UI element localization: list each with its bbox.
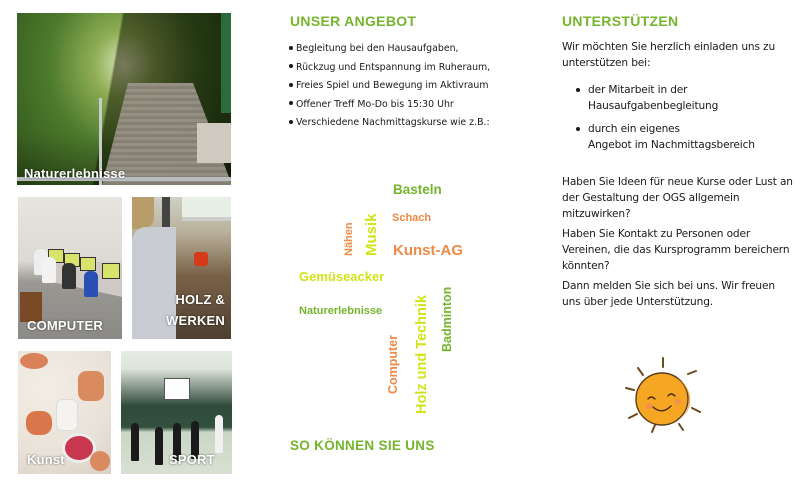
list-item xyxy=(287,59,490,78)
photo-naturerlebnisse xyxy=(17,13,231,185)
list-item-text: Angebot im Nachmittagsbereich xyxy=(588,139,755,151)
word-musik: Musik xyxy=(363,213,380,256)
section-title-unterstuetzen: UNTERSTÜTZEN xyxy=(562,13,679,29)
list-item xyxy=(287,114,490,133)
photo-caption: Naturerlebnisse xyxy=(24,166,126,181)
unterstuetzen-intro: Wir möchten Sie herzlich einladen uns zu unterstützen bei: xyxy=(562,41,776,69)
smiling-sun-icon xyxy=(616,350,708,442)
photo-computer xyxy=(18,197,122,339)
unterstuetzen-list xyxy=(576,82,755,160)
person-shape xyxy=(215,415,223,453)
person-shape xyxy=(84,271,98,297)
list-item xyxy=(287,40,490,59)
bullet-icon xyxy=(289,83,293,87)
photo-caption: HOLZ & xyxy=(175,292,225,307)
bullet-icon xyxy=(289,64,293,68)
list-item-text: Verschiedene Nachmittagskurse wie z.B.: xyxy=(296,117,490,129)
list-item xyxy=(287,77,490,96)
section-title-kontakt: SO KÖNNEN SIE UNS xyxy=(290,438,435,453)
vise-shape xyxy=(194,252,208,266)
photo-sport xyxy=(121,351,232,474)
photo-caption: SPORT xyxy=(169,452,215,467)
photo-holz-werken xyxy=(132,197,231,339)
word-badminton: Badminton xyxy=(440,286,454,352)
paragraph-ideen: Haben Sie Ideen für neue Kurse oder Lust an der Gestaltung der OGS allgemein mitzuwirken? xyxy=(562,176,793,220)
list-item-text: durch ein eigenes xyxy=(588,123,680,135)
pottery-shape xyxy=(26,411,52,435)
angebot-list xyxy=(287,40,490,133)
list-item-text: Freies Spiel und Bewegung im Aktivraum xyxy=(296,80,489,92)
person-shape xyxy=(62,263,76,289)
window-shape xyxy=(182,197,231,221)
basketball-board-shape xyxy=(164,378,190,400)
bullet-icon xyxy=(289,101,293,105)
word-naehen: Nähen xyxy=(343,222,355,256)
list-item xyxy=(576,82,755,114)
person-shape xyxy=(131,423,139,461)
word-gemueseacker: Gemüseacker xyxy=(299,269,385,284)
pottery-shape xyxy=(78,371,104,401)
person-shape xyxy=(132,197,154,229)
photo-caption: WERKEN xyxy=(166,313,225,328)
word-naturerlebnisse: Naturerlebnisse xyxy=(299,305,383,317)
list-item xyxy=(576,121,755,153)
word-basteln: Basteln xyxy=(393,182,442,197)
steps-shape xyxy=(197,123,231,163)
word-kunst-ag: Kunst-AG xyxy=(393,242,463,259)
paragraph-kontakt: Haben Sie Kontakt zu Personen oder Vereinen, die das Kursprogramm bereichern könnten? xyxy=(562,228,790,272)
list-item-text: Rückzug und Entspannung im Ruheraum, xyxy=(296,61,491,73)
photo-caption: COMPUTER xyxy=(27,318,103,333)
monitor-shape xyxy=(80,257,96,271)
list-item xyxy=(287,96,490,115)
bullet-icon xyxy=(289,46,293,50)
person-shape xyxy=(155,427,163,465)
person-shape xyxy=(42,257,56,283)
monitor-shape xyxy=(102,263,120,279)
pottery-shape xyxy=(90,451,110,471)
bullet-icon xyxy=(576,88,580,92)
list-item-text: Hausaufgabenbegleitung xyxy=(588,100,719,112)
pottery-shape xyxy=(56,399,78,431)
pottery-shape xyxy=(20,353,48,369)
list-item-text: der Mitarbeit in der xyxy=(588,84,688,96)
list-item-text: Begleitung bei den Hausaufgaben, xyxy=(296,43,459,54)
bullet-icon xyxy=(576,127,580,131)
photo-kunst xyxy=(18,351,111,474)
word-computer: Computer xyxy=(386,334,400,394)
bullet-icon xyxy=(289,120,293,124)
word-holz-und-technik: Holz und Technik xyxy=(414,295,430,414)
list-item-text: Offener Treff Mo-Do bis 15:30 Uhr xyxy=(296,98,454,110)
photo-caption: Kunst xyxy=(27,452,65,467)
wall-shape xyxy=(221,13,231,113)
word-schach: Schach xyxy=(392,212,432,224)
section-title-angebot: UNSER ANGEBOT xyxy=(290,13,417,29)
paragraph-melden: Dann melden Sie sich bei uns. Wir freuen uns über jede Unterstützung. xyxy=(562,280,775,308)
